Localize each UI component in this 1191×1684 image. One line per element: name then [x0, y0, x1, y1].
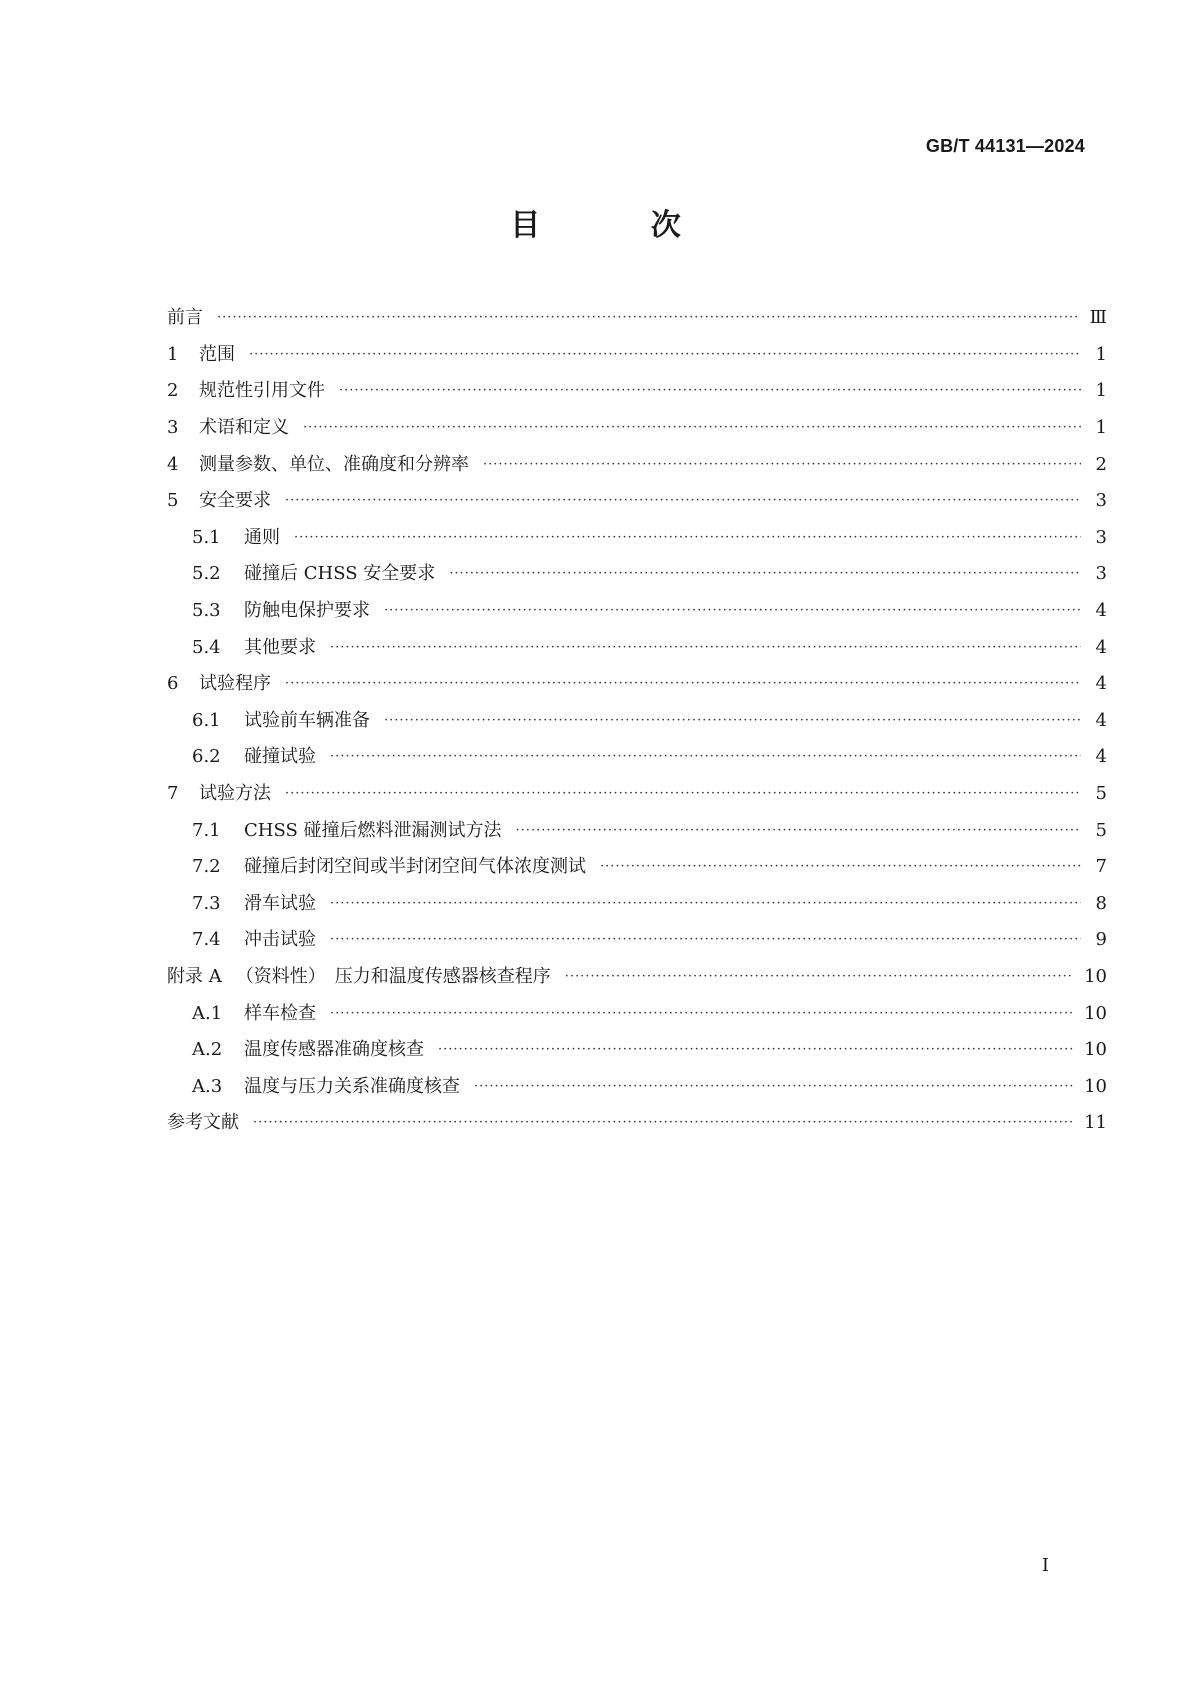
leader-dots	[285, 784, 1081, 804]
toc-entry-page: Ⅲ	[1089, 307, 1107, 329]
toc-entry-5-4[interactable]	[167, 629, 1107, 666]
toc-entry-title: 冲击试验	[244, 929, 316, 951]
toc-entry-title: 术语和定义	[199, 417, 289, 439]
leader-dots	[217, 308, 1080, 328]
leader-dots	[384, 601, 1081, 621]
toc-entry-page: 2	[1095, 453, 1107, 475]
toc-entry-title: 通则	[244, 526, 280, 548]
leader-dots	[516, 821, 1081, 841]
leader-dots	[474, 1077, 1074, 1097]
toc-entry-7-3[interactable]	[167, 886, 1107, 923]
toc-entry-page: 5	[1095, 819, 1107, 841]
toc-entry-title: 试验程序	[199, 673, 271, 695]
toc-entry-a-3[interactable]	[167, 1068, 1107, 1105]
toc-entry-title: 试验方法	[199, 783, 271, 805]
toc-entry-number: 7	[167, 783, 179, 805]
toc-entry-number: 5.3	[192, 600, 221, 622]
toc-entry-title: 碰撞后 CHSS 安全要求	[244, 563, 436, 585]
toc-entry-title: 前言	[167, 307, 203, 329]
toc-entry-number: A.3	[192, 1075, 223, 1097]
toc-entry-6-1[interactable]	[167, 703, 1107, 740]
toc-entry-5-3[interactable]	[167, 593, 1107, 630]
leader-dots	[565, 967, 1074, 987]
toc-entry-page: 1	[1095, 417, 1107, 439]
toc-entry-number: 6.1	[192, 709, 221, 731]
toc-entry-page: 7	[1095, 856, 1107, 878]
toc-entry-page: 8	[1095, 892, 1107, 914]
toc-entry-foreword[interactable]	[167, 300, 1107, 337]
leader-dots	[330, 1004, 1074, 1024]
leader-dots	[339, 381, 1081, 401]
toc-entry-title: 防触电保护要求	[244, 600, 370, 622]
toc-entry-7-1[interactable]	[167, 812, 1107, 849]
toc-entry-page: 10	[1084, 1075, 1107, 1097]
toc-entry-page: 4	[1095, 709, 1107, 731]
toc-entry-title: 滑车试验	[244, 892, 316, 914]
toc-entry-a-1[interactable]	[167, 995, 1107, 1032]
toc-entry-title: 碰撞后封闭空间或半封闭空间气体浓度测试	[244, 856, 586, 878]
leader-dots	[253, 1113, 1074, 1133]
leader-dots	[330, 930, 1081, 950]
toc-entry-title: 碰撞试验	[244, 746, 316, 768]
toc-entry-page: 5	[1095, 783, 1107, 805]
toc-entry-2[interactable]	[167, 373, 1107, 410]
toc-entry-number: A.2	[192, 1039, 223, 1061]
toc-entry-a-2[interactable]	[167, 1032, 1107, 1069]
toc-entry-title: 安全要求	[199, 490, 271, 512]
toc-entry-1[interactable]	[167, 337, 1107, 374]
toc-entry-title: CHSS 碰撞后燃料泄漏测试方法	[244, 819, 502, 841]
toc-entry-3[interactable]	[167, 410, 1107, 447]
leader-dots	[330, 638, 1081, 658]
toc-entry-number: 5	[167, 490, 179, 512]
toc-entry-number: 7.3	[192, 892, 221, 914]
toc-entry-number: 3	[167, 417, 179, 439]
toc-entry-title: 规范性引用文件	[199, 380, 325, 402]
toc-entry-5[interactable]	[167, 483, 1107, 520]
toc-entry-page: 3	[1095, 490, 1107, 512]
leader-dots	[330, 747, 1081, 767]
leader-dots	[384, 711, 1081, 731]
toc-entry-number: 5.2	[192, 563, 221, 585]
toc-entry-page: 9	[1095, 929, 1107, 951]
leader-dots	[294, 528, 1081, 548]
toc-entry-page: 4	[1095, 746, 1107, 768]
toc-entry-5-1[interactable]	[167, 520, 1107, 557]
toc-entry-page: 4	[1095, 636, 1107, 658]
toc-entry-number: 6.2	[192, 746, 221, 768]
toc-entry-page: 3	[1095, 563, 1107, 585]
toc-entry-number: 7.1	[192, 819, 221, 841]
toc-entry-page: 4	[1095, 600, 1107, 622]
leader-dots	[600, 857, 1081, 877]
leader-dots	[249, 345, 1081, 365]
toc-entry-4[interactable]	[167, 446, 1107, 483]
toc-entry-title: 样车检查	[244, 1002, 316, 1024]
toc-entry-number: 5.1	[192, 526, 221, 548]
toc-entry-page: 1	[1095, 343, 1107, 365]
toc-entry-number: 4	[167, 453, 179, 475]
toc-entry-page: 3	[1095, 526, 1107, 548]
toc-entry-page: 10	[1084, 1002, 1107, 1024]
toc-entry-6-2[interactable]	[167, 739, 1107, 776]
toc-entry-number: A.1	[192, 1002, 223, 1024]
leader-dots	[330, 894, 1081, 914]
leader-dots	[449, 564, 1081, 584]
leader-dots	[285, 674, 1081, 694]
toc-entry-title: 测量参数、单位、准确度和分辨率	[199, 453, 469, 475]
standard-code: GB/T 44131—2024	[925, 136, 1085, 156]
toc-entry-page: 4	[1095, 673, 1107, 695]
toc-entry-number: 2	[167, 380, 179, 402]
toc-entry-number: 7.2	[192, 856, 221, 878]
toc-entry-appendix-a[interactable]	[167, 959, 1107, 996]
toc-entry-7-2[interactable]	[167, 849, 1107, 886]
toc-entry-title: 参考文献	[167, 1112, 239, 1134]
toc-entry-7-4[interactable]	[167, 922, 1107, 959]
toc-entry-number: 附录 A	[167, 965, 222, 987]
toc-entry-number: 5.4	[192, 636, 221, 658]
toc-entry-7[interactable]	[167, 776, 1107, 813]
toc-entry-page: 11	[1084, 1112, 1107, 1134]
page-number: I	[1041, 1555, 1049, 1576]
toc-entry-title: 温度与压力关系准确度核查	[244, 1075, 460, 1097]
toc-entry-page: 10	[1084, 1039, 1107, 1061]
leader-dots	[483, 455, 1081, 475]
leader-dots	[438, 1040, 1074, 1060]
toc-entry-number: 1	[167, 343, 179, 365]
toc-entry-page: 1	[1095, 380, 1107, 402]
toc-entry-6[interactable]	[167, 666, 1107, 703]
toc-entry-number: 7.4	[192, 929, 221, 951]
table-of-contents	[167, 300, 1107, 1142]
toc-entry-title: 范围	[199, 343, 235, 365]
toc-entry-title: （资料性） 压力和温度传感器核查程序	[235, 965, 551, 987]
toc-entry-number: 6	[167, 673, 179, 695]
toc-entry-5-2[interactable]	[167, 556, 1107, 593]
toc-entry-title: 其他要求	[244, 636, 316, 658]
toc-entry-title: 温度传感器准确度核查	[244, 1039, 424, 1061]
leader-dots	[285, 491, 1081, 511]
leader-dots	[303, 418, 1081, 438]
toc-entry-page: 10	[1084, 965, 1107, 987]
page-title: 目 次	[510, 208, 731, 243]
toc-entry-bibliography[interactable]	[167, 1105, 1107, 1142]
toc-entry-title: 试验前车辆准备	[244, 709, 370, 731]
